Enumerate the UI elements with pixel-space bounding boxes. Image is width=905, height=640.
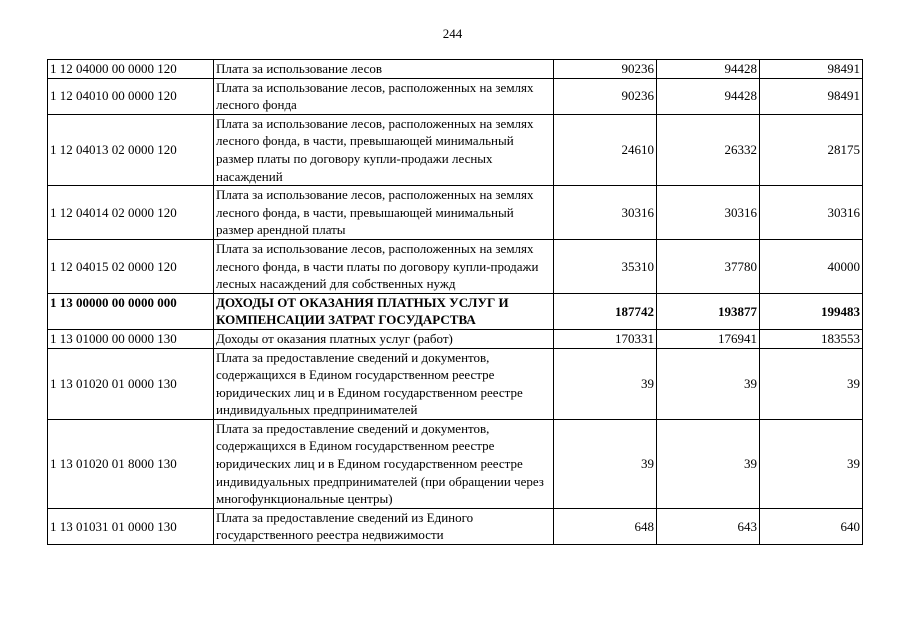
value-year-2-cell: 30316 [657, 186, 760, 240]
budget-code-cell: 1 13 01031 01 0000 130 [48, 508, 214, 544]
budget-code-cell: 1 13 01020 01 0000 130 [48, 348, 214, 419]
value-year-1-cell: 648 [554, 508, 657, 544]
budget-code-cell: 1 13 00000 00 0000 000 [48, 293, 214, 329]
value-year-1-cell: 30316 [554, 186, 657, 240]
value-year-3-cell: 98491 [760, 60, 863, 79]
value-year-3-cell: 40000 [760, 239, 863, 293]
value-year-2-cell: 643 [657, 508, 760, 544]
value-year-1-cell: 90236 [554, 78, 657, 114]
budget-code-cell: 1 13 01020 01 8000 130 [48, 419, 214, 508]
value-year-2-cell: 26332 [657, 114, 760, 185]
item-name-cell: Плата за использование лесов, расположенных на землях лесного фонда [214, 78, 554, 114]
value-year-1-cell: 39 [554, 348, 657, 419]
table-row [48, 329, 863, 348]
value-year-1-cell: 39 [554, 419, 657, 508]
value-year-1-cell: 170331 [554, 329, 657, 348]
item-name-cell: Плата за предоставление сведений из Единого государственного реестра недвижимости [214, 508, 554, 544]
value-year-3-cell: 39 [760, 348, 863, 419]
table-row [48, 78, 863, 114]
item-name-cell: Плата за использование лесов, расположенных на землях лесного фонда, в части, превышающей минимальный размер платы по договору купли-продажи лесных насаждений [214, 114, 554, 185]
item-name-cell: ДОХОДЫ ОТ ОКАЗАНИЯ ПЛАТНЫХ УСЛУГ И КОМПЕНСАЦИИ ЗАТРАТ ГОСУДАРСТВА [214, 293, 554, 329]
value-year-3-cell: 199483 [760, 293, 863, 329]
table-row [48, 419, 863, 508]
budget-code-cell: 1 12 04015 02 0000 120 [48, 239, 214, 293]
value-year-2-cell: 94428 [657, 60, 760, 79]
value-year-2-cell: 39 [657, 348, 760, 419]
table-row [48, 186, 863, 240]
table-row [48, 239, 863, 293]
budget-code-cell: 1 12 04013 02 0000 120 [48, 114, 214, 185]
item-name-cell: Доходы от оказания платных услуг (работ) [214, 329, 554, 348]
table-row [48, 114, 863, 185]
table-row [48, 60, 863, 79]
value-year-3-cell: 39 [760, 419, 863, 508]
value-year-3-cell: 98491 [760, 78, 863, 114]
value-year-3-cell: 640 [760, 508, 863, 544]
value-year-1-cell: 35310 [554, 239, 657, 293]
budget-code-cell: 1 12 04014 02 0000 120 [48, 186, 214, 240]
value-year-3-cell: 183553 [760, 329, 863, 348]
value-year-2-cell: 193877 [657, 293, 760, 329]
item-name-cell: Плата за предоставление сведений и документов, содержащихся в Едином государственном реестре юридических лиц и в Едином государственном реестре индивидуальных предпринимателей [214, 348, 554, 419]
item-name-cell: Плата за использование лесов, расположенных на землях лесного фонда, в части, превышающей минимальный размер арендной платы [214, 186, 554, 240]
value-year-2-cell: 37780 [657, 239, 760, 293]
item-name-cell: Плата за использование лесов [214, 60, 554, 79]
budget-code-cell: 1 13 01000 00 0000 130 [48, 329, 214, 348]
value-year-3-cell: 30316 [760, 186, 863, 240]
budget-code-cell: 1 12 04000 00 0000 120 [48, 60, 214, 79]
value-year-2-cell: 94428 [657, 78, 760, 114]
value-year-2-cell: 176941 [657, 329, 760, 348]
value-year-2-cell: 39 [657, 419, 760, 508]
item-name-cell: Плата за предоставление сведений и документов, содержащихся в Едином государственном реестре юридических лиц и в Едином государственном реестре индивидуальных предпринимателей (при обращении через многофункциональные центры) [214, 419, 554, 508]
page-number: 244 [442, 26, 463, 41]
value-year-3-cell: 28175 [760, 114, 863, 185]
value-year-1-cell: 90236 [554, 60, 657, 79]
budget-code-cell: 1 12 04010 00 0000 120 [48, 78, 214, 114]
budget-table [47, 59, 863, 545]
item-name-cell: Плата за использование лесов, расположенных на землях лесного фонда, в части платы по договору купли-продажи лесных насаждений для собственных нужд [214, 239, 554, 293]
table-row-section-total [48, 293, 863, 329]
table-row [48, 348, 863, 419]
budget-table-body [48, 60, 863, 545]
value-year-1-cell: 24610 [554, 114, 657, 185]
value-year-1-cell: 187742 [554, 293, 657, 329]
table-row [48, 508, 863, 544]
